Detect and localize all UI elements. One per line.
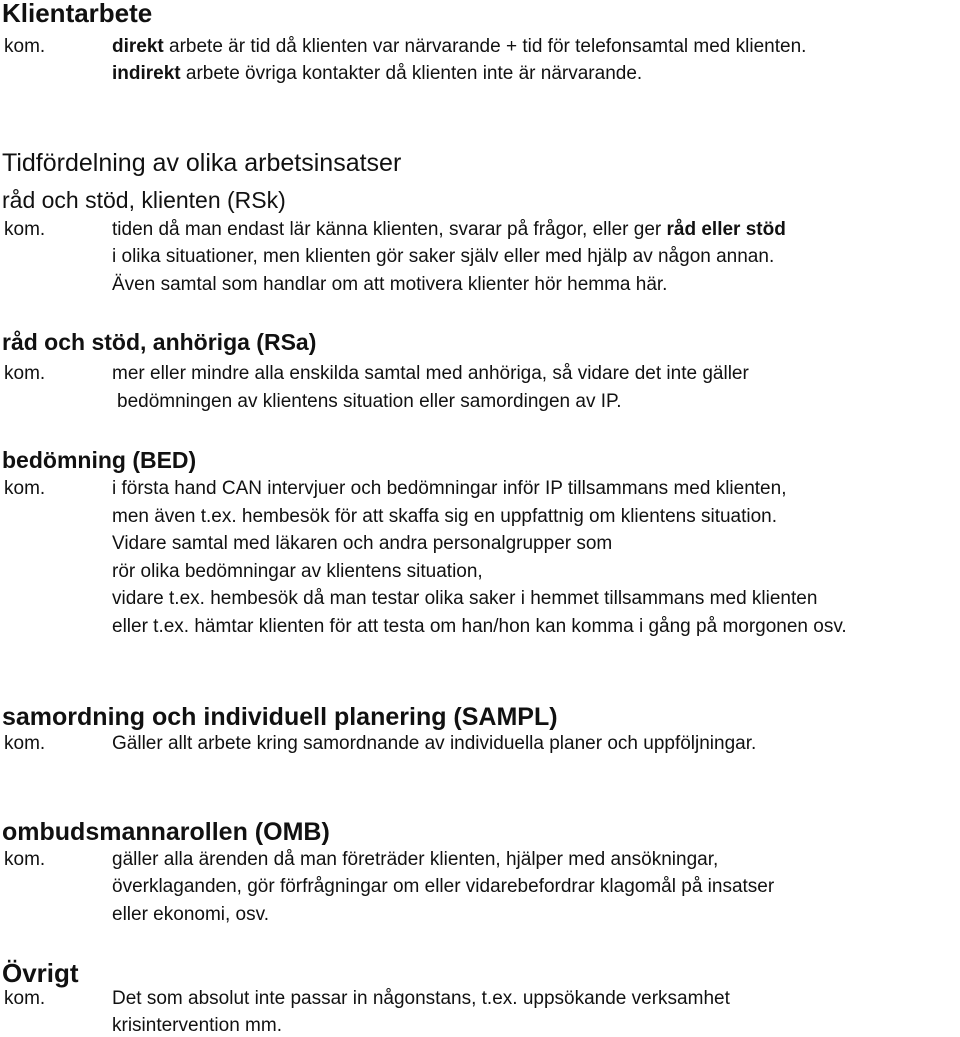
kom-label: kom. xyxy=(4,363,46,384)
kom-label: kom. xyxy=(4,36,46,57)
bed-line-4: rör olika bedömningar av klientens situation, xyxy=(112,561,483,582)
bed-line-6: eller t.ex. hämtar klienten för att testa om han/hon kan komma i gång på morgonen osv. xyxy=(112,616,847,637)
klientarbete-line-1 xyxy=(112,36,806,58)
rsk-line-1 xyxy=(112,219,786,241)
bed-line-3: Vidare samtal med läkaren och andra personalgrupper som xyxy=(112,533,613,554)
heading-klientarbete: Klientarbete xyxy=(2,0,153,28)
rsa-line-2: bedömningen av klientens situation eller samordingen av IP. xyxy=(117,391,622,412)
rsk-line-1-text: tiden då man endast lär känna klienten, svarar på frågor, eller ger xyxy=(112,219,667,240)
kom-label: kom. xyxy=(4,733,46,754)
bed-line-2: men även t.ex. hembesök för att skaffa sig en uppfattnig om klientens situation. xyxy=(112,506,778,527)
direkt-definition: arbete är tid då klienten var närvarande + tid för telefonsamtal med klienten. xyxy=(163,36,807,57)
omb-line-1: gäller alla ärenden då man företräder klienten, hjälper med ansökningar, xyxy=(112,849,719,870)
rsk-bold-term: råd eller stöd xyxy=(666,219,786,240)
heading-bed: bedömning (BED) xyxy=(2,447,197,473)
heading-omb: ombudsmannarollen (OMB) xyxy=(2,818,330,846)
rsk-line-3: Även samtal som handlar om att motivera klienter hör hemma här. xyxy=(112,274,668,295)
kom-label: kom. xyxy=(4,478,46,499)
direkt-term: direkt xyxy=(112,36,164,57)
indirekt-term: indirekt xyxy=(112,63,181,84)
rsa-line-1: mer eller mindre alla enskilda samtal med anhöriga, så vidare det inte gäller xyxy=(112,363,749,384)
kom-label: kom. xyxy=(4,988,46,1009)
heading-ovrigt: Övrigt xyxy=(2,958,79,988)
indirekt-definition: arbete övriga kontakter då klienten inte är närvarande. xyxy=(180,63,643,84)
kom-label: kom. xyxy=(4,849,46,870)
heading-rsk: råd och stöd, klienten (RSk) xyxy=(2,187,286,213)
heading-tidfordelning: Tidfördelning av olika arbetsinsatser xyxy=(2,149,402,177)
rsk-line-2: i olika situationer, men klienten gör saker själv eller med hjälp av någon annan. xyxy=(112,246,775,267)
bed-line-5: vidare t.ex. hembesök då man testar olika saker i hemmet tillsammans med klienten xyxy=(112,588,818,609)
heading-rsa: råd och stöd, anhöriga (RSa) xyxy=(2,329,317,355)
omb-line-2: överklaganden, gör förfrågningar om eller vidarebefordrar klagomål på insatser xyxy=(112,876,775,897)
ovrigt-line-2: krisintervention mm. xyxy=(112,1015,282,1036)
bed-line-1: i första hand CAN intervjuer och bedömningar inför IP tillsammans med klienten, xyxy=(112,478,787,499)
ovrigt-line-1: Det som absolut inte passar in någonstans, t.ex. uppsökande verksamhet xyxy=(112,988,730,1009)
sampl-line-1: Gäller allt arbete kring samordnande av individuella planer och uppföljningar. xyxy=(112,733,757,754)
heading-sampl: samordning och individuell planering (SAMPL) xyxy=(2,703,558,731)
omb-line-3: eller ekonomi, osv. xyxy=(112,904,269,925)
klientarbete-line-2 xyxy=(112,63,642,85)
kom-label: kom. xyxy=(4,219,46,240)
